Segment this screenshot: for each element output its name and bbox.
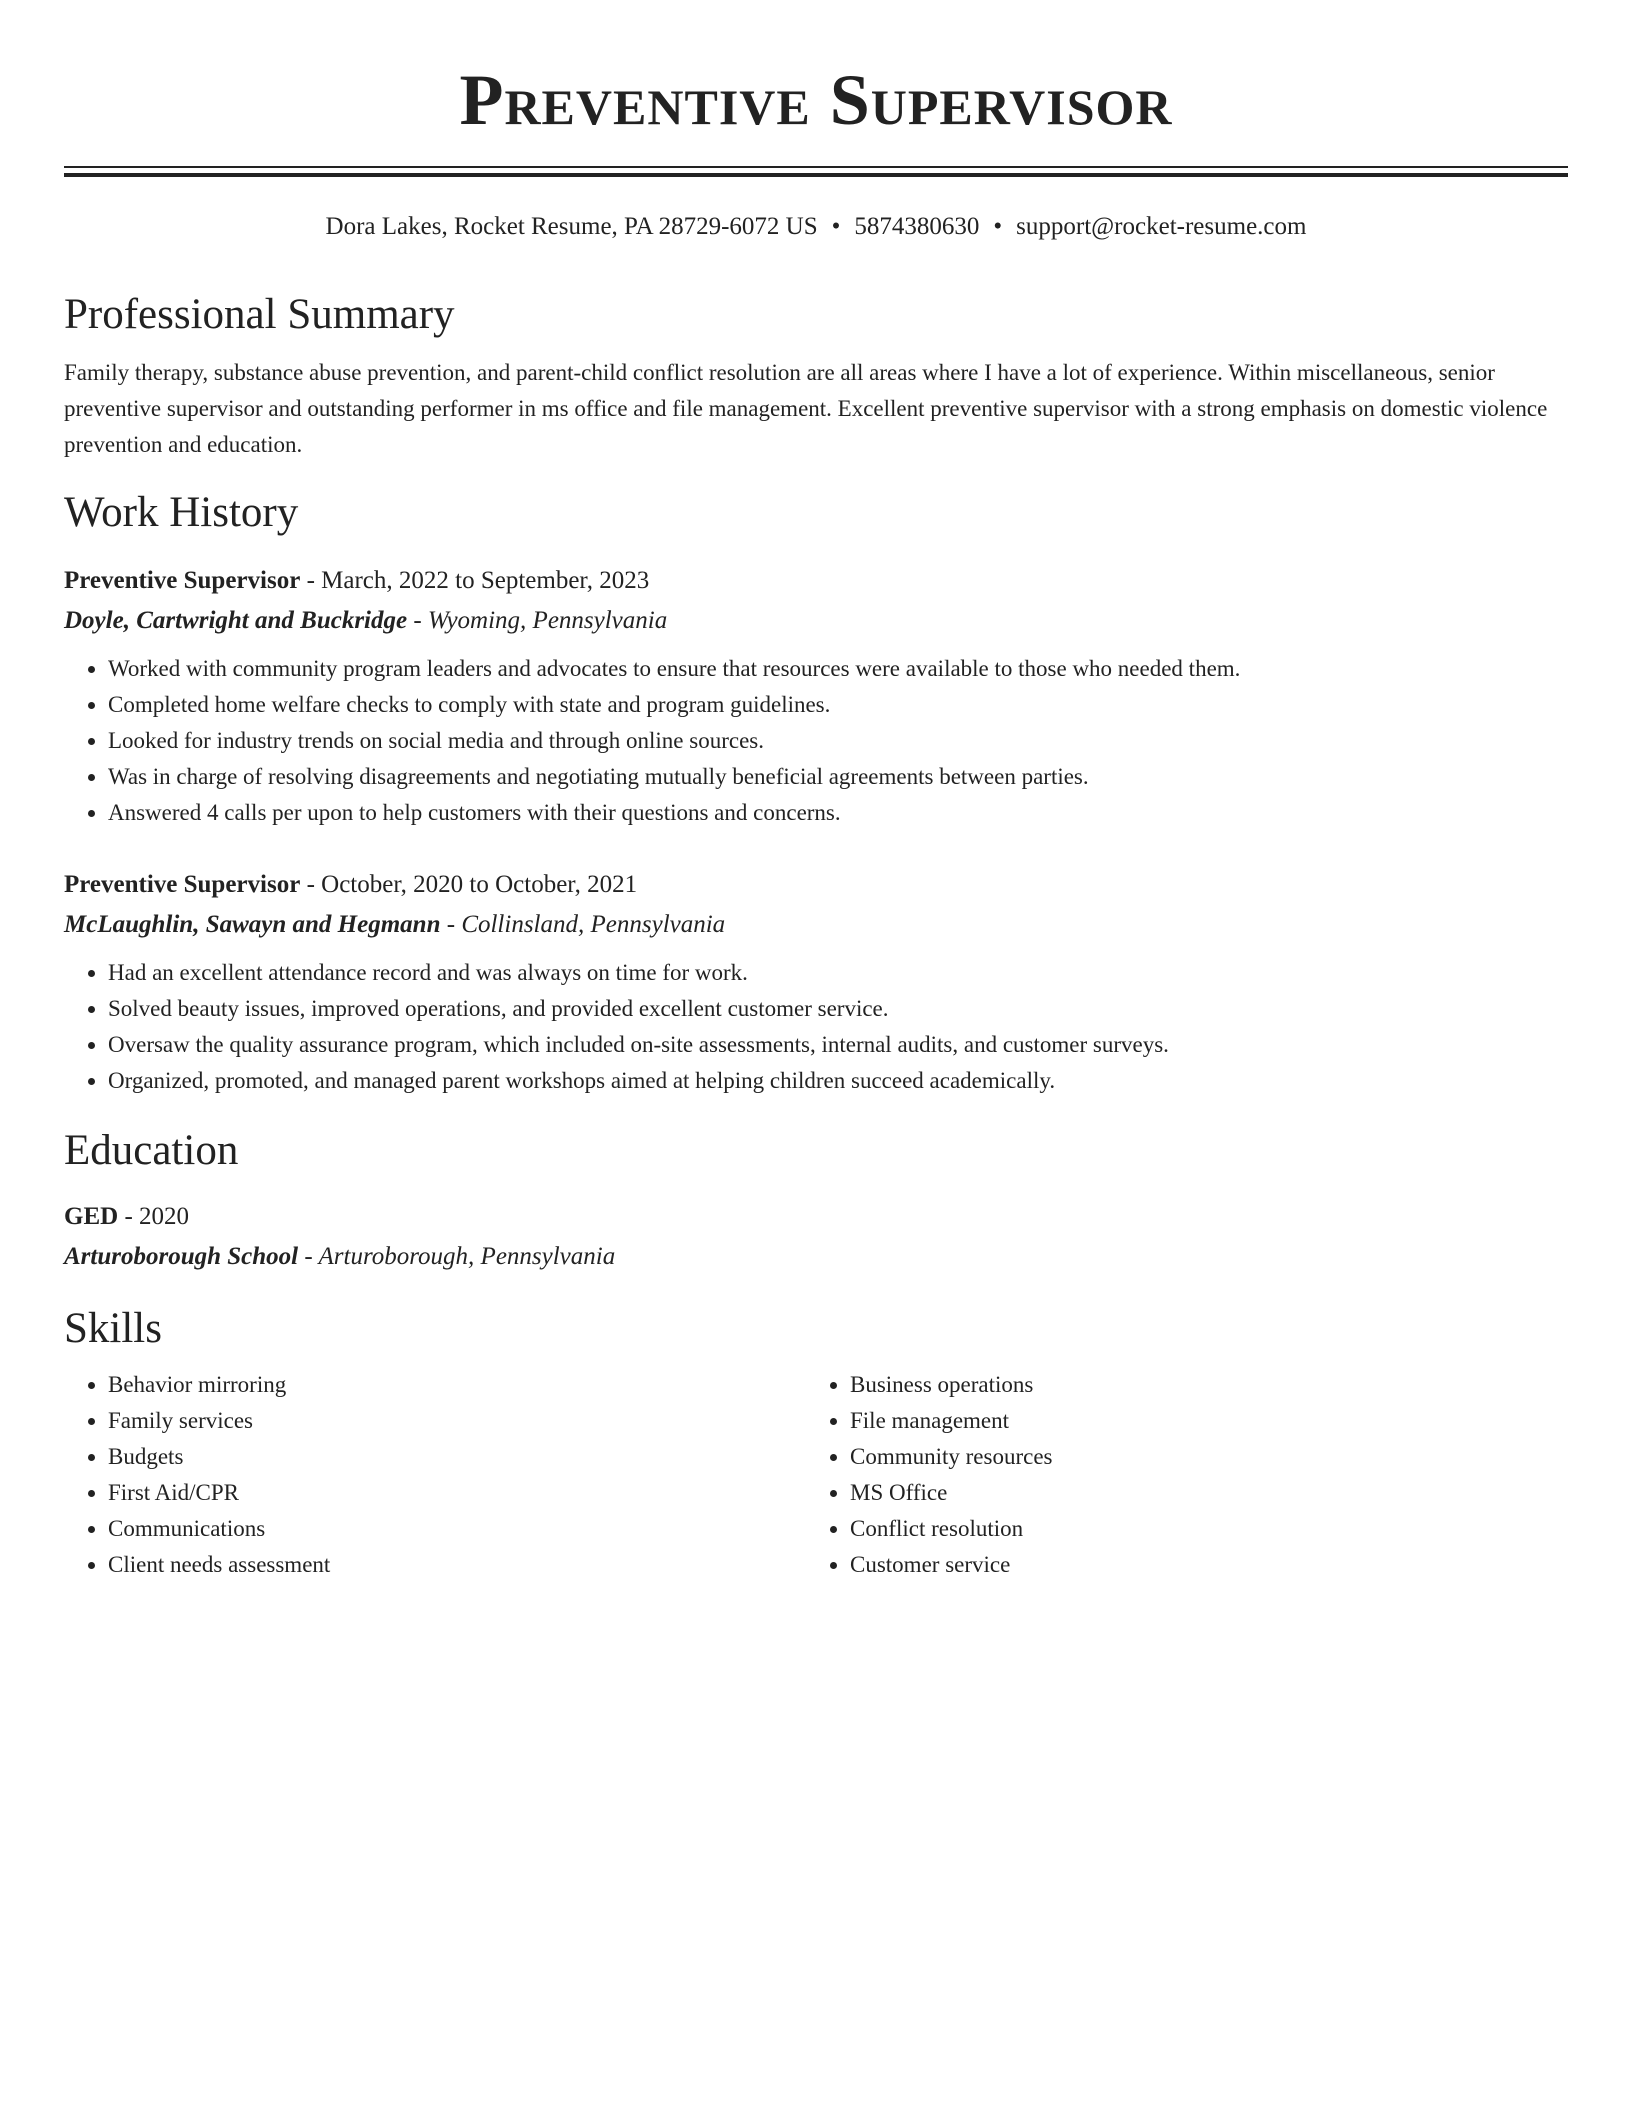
job-header: [64, 865, 1568, 905]
list-item: • Oversaw the quality assurance program, which included on-site assessments, internal audits, and customer surveys.: [108, 1027, 1568, 1063]
contact-phone: 5874380630: [854, 213, 980, 240]
skill-item: • Budgets: [108, 1439, 806, 1475]
list-item: • Completed home welfare checks to comply with state and program guidelines.: [108, 687, 1568, 723]
contact-email: support@rocket-resume.com: [1016, 213, 1307, 240]
skill-item: • Customer service: [850, 1547, 1548, 1583]
skill-item: • Community resources: [850, 1439, 1548, 1475]
job-company: Doyle, Cartwright and Buckridge: [64, 607, 408, 634]
summary-heading: Professional Summary: [64, 291, 455, 338]
job-bullets: [64, 651, 1568, 831]
education-year: 2020: [139, 1203, 190, 1230]
job-location: Wyoming, Pennsylvania: [427, 607, 668, 634]
job-dash: -: [407, 607, 428, 634]
skill-item: • Client needs assessment: [108, 1547, 806, 1583]
skill-item: • Communications: [108, 1511, 806, 1547]
education-location: Arturoborough, Pennsylvania: [318, 1243, 616, 1270]
education-school: Arturoborough School: [64, 1243, 299, 1270]
job-bullets: [64, 955, 1568, 1099]
skill-item: • First Aid/CPR: [108, 1475, 806, 1511]
education-heading: Education: [64, 1127, 239, 1174]
skills-heading: Skills: [64, 1305, 162, 1352]
skill-item: • Behavior mirroring: [108, 1367, 806, 1403]
list-item: • Worked with community program leaders and advocates to ensure that resources were available to those who needed them.: [108, 651, 1568, 687]
contact-separator: •: [993, 213, 1003, 240]
job-dates: March, 2022 to September, 2023: [321, 567, 650, 594]
job-company: McLaughlin, Sawayn and Hegmann: [64, 911, 441, 938]
summary-text: Family therapy, substance abuse prevention, and parent-child conflict resolution are all areas where I have a lot of experience. Within miscellaneous, senior preventive supervisor and outstanding performer in ms office and file management. Excellent preventive supervisor with a strong emphasis on domestic violence prevention and education.: [64, 360, 1548, 457]
skill-item: • File management: [850, 1403, 1548, 1439]
skills-list-right: [806, 1367, 1548, 1583]
education-degree: GED: [64, 1203, 119, 1230]
job-dash: -: [300, 871, 322, 898]
list-item: • Had an excellent attendance record and was always on time for work.: [108, 955, 1568, 991]
contact-address: Dora Lakes, Rocket Resume, PA 28729-6072 US: [325, 213, 818, 240]
skill-item: • Family services: [108, 1403, 806, 1439]
education-header: [64, 1197, 1568, 1237]
education-dash: -: [118, 1203, 140, 1230]
job-dash: -: [440, 911, 462, 938]
education-dash: -: [298, 1243, 319, 1270]
list-item: • Solved beauty issues, improved operations, and provided excellent customer service.: [108, 991, 1568, 1027]
education-school-line: [64, 1237, 1568, 1277]
job-title: Preventive Supervisor: [64, 567, 301, 594]
job-dates: October, 2020 to October, 2021: [321, 871, 638, 898]
job-title: Preventive Supervisor: [64, 871, 301, 898]
job-company-line: [64, 905, 1568, 945]
resume-page: [64, 0, 1568, 1583]
contact-line: [64, 209, 1568, 245]
title-double-rule: [64, 166, 1568, 177]
list-item: • Answered 4 calls per upon to help customers with their questions and concerns.: [108, 795, 1568, 831]
contact-separator: •: [831, 213, 841, 240]
work-history-heading: Work History: [64, 489, 299, 536]
skill-item: • Conflict resolution: [850, 1511, 1548, 1547]
skills-columns: [64, 1367, 1568, 1583]
job-entry: [64, 865, 1568, 1099]
job-header: [64, 561, 1568, 601]
job-company-line: [64, 601, 1568, 641]
list-item: • Organized, promoted, and managed parent workshops aimed at helping children succeed academically.: [108, 1063, 1568, 1099]
resume-title: Preventive Supervisor: [459, 60, 1173, 140]
list-item: • Looked for industry trends on social media and through online sources.: [108, 723, 1568, 759]
job-dash: -: [300, 567, 322, 594]
skill-item: • MS Office: [850, 1475, 1548, 1511]
list-item: • Was in charge of resolving disagreements and negotiating mutually beneficial agreements between parties.: [108, 759, 1568, 795]
skill-item: • Business operations: [850, 1367, 1548, 1403]
job-entry: [64, 561, 1568, 831]
skills-list-left: [64, 1367, 806, 1583]
job-location: Collinsland, Pennsylvania: [461, 911, 726, 938]
